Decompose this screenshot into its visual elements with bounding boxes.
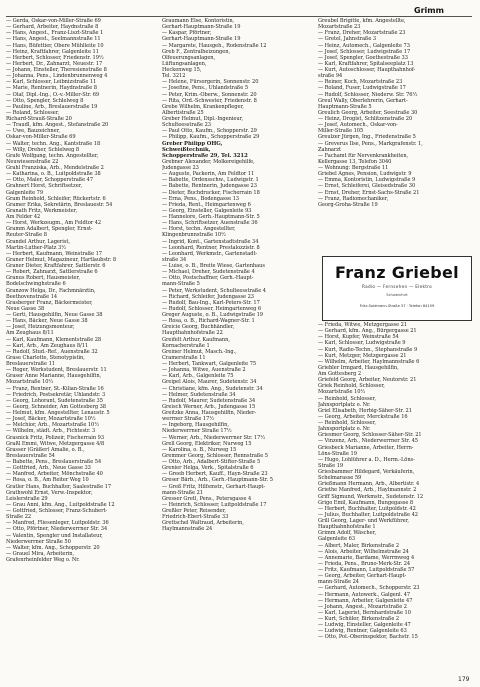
directory-entry: Niederwerrner Straße 17½ [162,428,232,435]
directory-entry: Kellergasse 13, Telefon 3040 [318,158,392,165]
directory-entry: — Georg, Schneider, Am Gottesberg 38 [6,403,106,410]
directory-entry: Grahnert Horst, Schriftsetzer, [6,183,83,190]
directory-entry: — Karl, Schlosser, Leibnizstraße 11 [6,79,97,86]
directory-entry: Graßl Emmi, Witwe, Metzgergasse 4/8 [6,440,105,447]
directory-entry: — Hannelore, Gerh.-Hauptmann-Str. 5 [162,214,260,220]
directory-entry: — Roland, Schlosser, [6,109,60,116]
directory-entry: — Herbert, Buchhalter, Luitpoldstr. 42 [318,505,416,512]
directory-entry: — Greß Fritz, Hilfsmstr., Gerhart-Haupt- [162,483,266,490]
directory-entry: — Luise, o. B., Breite Wiese, Gartenhaus [162,263,265,269]
directory-entry: — Fachamt für Nervenkrankheiten, [318,152,409,159]
directory-entry: Grimm Adolf, Wäscher, [318,530,377,537]
directory-entry: — Hans, Angest., Seelmannstraße 11 [6,36,101,43]
directory-entry: — Rosa, o. B., Richard-Wagner-Str. 1 [162,318,255,325]
directory-entry: — Leonhard, Rentner, Prestalozzistr. 8 [162,244,260,251]
directory-entry: Granus Robert, Hausmeister, [6,275,80,282]
directory-entry: — Albert, Maler, Birkenstraße 2 [318,542,400,549]
directory-entry: — Ernst, Dreher, Ernst-Sachs-Straße 21 [318,189,420,196]
directory-entry: Graner Dieter, Kraftfahrer, Sattlerstr. 6 [6,263,106,269]
directory-entry: — Frieda, Pens., Bruno-Merk-Str. 24 [318,560,411,567]
directory-entry: — Helmut, kfm. Angestellter, Lenaustr. 5 [6,410,110,416]
directory-entry: Greulzer Jürgen, Ing., Friedenstraße 5 [318,134,416,141]
directory-entry: — Manfred, Fliesenleger, Luitpoldstr. 36 [6,520,109,527]
directory-entry: — Roland, Fuser, Ludwigstraße 17 [318,85,406,92]
directory-entry: — Josef, Heizungsmonteur, [6,324,75,331]
directory-entry: — Kurt, Autoschlosser, Haupthahnhof- [318,67,416,73]
directory-entry: Reuter-Straße 8 [6,232,47,239]
directory-entry: Am Zeughaus 8/11 [6,330,54,337]
directory-entry: — Hans, Angest., Franz-Liszt-Straße 1 [6,30,104,37]
directory-entry: — Gottfried, Schlosser, Franz-Schubert- [6,508,108,514]
directory-entry: — Gretel, Jahnstraße 3 [318,36,377,43]
directory-entry: Miller-Straße 105 [318,128,364,135]
directory-entry: — Franz, Rentner, St.-Kilian-Straße 16 [6,385,104,392]
directory-entry: straße 94 [318,73,343,80]
directory-entry: Griebel Agnes, Pension, Ludwigstr. 9 [318,171,412,178]
directory-entry: — Johanna, Witwe, Auenstraße 2 [162,367,246,374]
directory-entry: Grigo Emil, Kaufmann, Bungegasse 8 [318,499,414,506]
directory-entry: — Dieter, Buchdrucker, Fischerrain 18 [162,189,260,196]
directory-entry: — Josef, Schlosser, Ludwigstraße 17 [318,48,411,55]
directory-entry: Griethe Manfred, Arb., Haylmannstr. 2 [318,487,417,494]
directory-entry: werrner Straße 17½ [162,416,215,423]
directory-entry: Gerhart-Hauptmann-Straße 19 [162,24,241,31]
directory-entry: Straße 22 [6,514,32,521]
directory-entry: — Gerti, Hausgehilfin, Neue Gasse 38 [6,312,103,318]
directory-entry: Griebler Irmgard, Hausgehilfin, [318,364,399,371]
column-3-continued [318,322,466,641]
directory-entry: — Georg, Einsteller, Galgenleite 93 [162,207,252,214]
directory-entry: Beethovenstraße 14 [6,293,58,300]
ad-title: Franz Griebel [335,263,459,282]
page-header: Grimm [414,6,444,15]
directory-entry: Greb F., Zentralheizungen, [162,48,231,55]
directory-entry: — Grau Anni, kfm. Ang., Luitpoldstraße 12 [6,501,115,508]
directory-entry: — Josefine, Pens., Uhlandstraße 5 [162,85,249,92]
directory-entry: Graumann Else, Kontoristin, [162,18,235,24]
directory-entry: Galgenleite 63 [318,536,356,543]
directory-entry: — Vinzenz, Arb., Niederwerrner Str. 45 [318,438,418,445]
directory-entry: — Werner, Arb., Niederwerrner Str. 17½ [162,434,266,441]
directory-entry: — Herbert, Schlosser, Friedenstr. 19½ [6,54,104,61]
directory-entry: Grandel Arthur, Lagerist, [6,238,70,245]
directory-entry: Lüftungsanlagen, [162,60,207,67]
directory-entry: — Horst, Werkzeugm., Am Feldtor 42 [6,220,102,227]
directory-entry: — Paul Otto, Kaufm., Schopperstr. 29 [162,128,257,135]
ad-location: Schweinfurt [386,293,408,297]
directory-entry: — Walter, kfm. Ang., Schopperstr. 20 [6,544,100,551]
directory-entry: Kornacherstraße 1 [162,342,210,349]
directory-entry: Greubel Brigitte, kfm. Angestellte, [318,18,406,24]
directory-entry: Richard-Strauß-Straße 20 [6,116,72,122]
directory-entry: Neue Gasse 38 [6,305,45,312]
directory-entry: — Manfred, Arbeiter, Mönchstraße 40 [6,471,103,478]
directory-entry: Gramer Erika, Sekretärin, Breslauestr. 54 [6,201,113,208]
directory-entry: — Heinz, Kraftfahrer, Galgenleite 11 [6,48,99,55]
directory-entry: — Reinhold, Schlosser, [318,420,376,426]
directory-entry: — Franz, Dreher, Mozartstraße 23 [318,30,406,37]
directory-entry: — Georg, Arbeiter, Gerhart-Haupt- [318,573,407,580]
directory-entry: — Karolina, o. B., Nurweg 15 [162,446,237,453]
directory-entry: — Rudolf, Maurer, Sudetenstraße 34 [162,397,256,404]
directory-entry: straße 34 [162,256,187,263]
column-1 [6,18,154,563]
directory-entry: — Uwe, Bauzeichner, [6,128,60,135]
directory-entry: — Frieda, Rent., Heimgartenweg 6 [162,201,251,208]
directory-entry: — Pauline, Arb., Breslauerstraße 19 [6,103,98,110]
directory-entry: Albertistraße 25 [162,109,204,116]
directory-entry: — Karl, Kraftfahrer, Spitalseeplatz 13 [318,60,414,67]
directory-entry: Greger Auguste, o. B., Ludwigstraße 19 [162,312,264,318]
directory-entry: Schulteesstraße 23 [162,122,211,129]
directory-entry: — Gerhard, Arbeiter, Haydnstraße 8 [6,24,99,31]
directory-entry: — Otto, Maler, Schopperstraße 47 [6,177,94,184]
directory-entry: Greitzke Anna, Hausgehilfin, Nieder- [162,410,257,416]
directory-entry: Breslauerstraße 11 [6,361,55,367]
directory-entry: — Wohnung: Bergstraße 11 [318,165,389,171]
directory-entry: Grebner Alexander, Molkereigehilfe, [162,158,255,165]
directory-entry: — Christiane, kfm. Ang., Sudetenstr. 34 [162,385,263,392]
directory-entry: Am Felder 42 [6,214,41,220]
directory-entry: Oskar-von-Miller-Straße 69 [6,134,76,141]
directory-entry: Griefeld Georg, Arbeiter, Neutorstr. 21 [318,377,417,384]
directory-entry: Haupthahnhofstraße 1 [318,524,376,531]
directory-entry: Gresser Gretl, Pens., Petersgasse 4 [162,495,252,502]
directory-entry: — Kurt, Radio-Techn., Stephanstraße 9 [318,346,418,353]
directory-entry: Ölfeuerungsanlagen, [162,54,216,61]
directory-entry: Grenier Helga, Verk., Spitalstraße 6 [162,465,254,472]
directory-entry: — Walter, techn. Ang., Kantstraße 18 [6,140,101,147]
directory-entry: Judengasse 23 [162,165,199,171]
directory-entry: — Babette, Rentnerin, Judengasse 23 [162,183,257,190]
directory-entry: Leislerstraße 29 [6,495,48,502]
directory-entry: Grasnick Fritz, Polizeir, Fischerrain 93 [6,434,105,441]
directory-entry: mann-Straße 24 [318,579,359,586]
directory-entry: — Hans, Bäcker, Neue Gasse 38 [6,318,88,325]
directory-entry: — Katharina, o. B., Luitpoldstraße 38 [6,171,101,178]
header-rule [6,16,472,17]
directory-entry: Klingenbrunnstraße 10½ [162,232,226,239]
directory-entry: Greiner Helmut, Masch.-Ing., [162,348,237,355]
directory-entry: — Margarete, Hausgeh., Rodenstraße 12 [162,42,267,49]
directory-entry: — Fritz, Kaufmann, Luitpoldstraße 57 [318,567,415,573]
directory-entry: — Melchior, Arb., Mozartstraße 10½ [6,422,100,429]
directory-entry: — Alois, Arbeiter, Wilhelmstraße 24 [318,548,409,555]
directory-entry: — Reiner, Koch, Mozartstraße 23 [318,79,403,86]
directory-entry: — Julius, Buchhalter, Luitpoldstraße 42 [318,511,418,518]
directory-entry: Mozartstraße 23 [318,24,361,31]
directory-entry: Griesmer Georg, Schlosser-Säher-Str. 21 [318,432,422,439]
directory-entry: Grell Georg, Elektriker, Nurweg 15 [162,440,252,447]
directory-entry: — Rudolf, Schlosser, Niederw. Str. 76½ [318,91,418,98]
directory-entry: — Rudolf, Stud.-Ref., Auenstraße 32 [6,348,98,355]
directory-entry: Greber Philipp OHG, [162,140,223,147]
directory-entry: Schopperstraße 29, Tel. 3212 [162,152,248,159]
directory-entry: Georg-Groha-Straße 19 [318,201,378,208]
directory-entry: — Gerhard, kfm. Ang., Bürgergasse 21 [318,328,417,335]
directory-entry: Graner Helmut, Magazineur, Hartlaubstr. 8 [6,256,117,263]
directory-entry: — Grauel Mira, Arbeiterin, [6,550,75,557]
ad-subtitle: Radio — Fernsehen — Elektro [362,284,432,289]
directory-entry: Grahl Franziska, Arb., Mendelstraße 2 [6,165,104,171]
directory-entry: Grasser (Gräßer) Amalie, o. B., [6,446,85,453]
directory-entry: — Helene, Fürsorgerin, Sonnenstr. 20 [162,79,259,86]
directory-entry: — Rudolf, Schlosser, Heimgartenweg 6 [162,305,262,312]
directory-entry: Grase Charlotte, Stenotypistin, [6,354,85,361]
directory-entry: — Ludwig, Rentner, Galgenleite 63 [318,628,407,635]
directory-entry: Hauptmann-Straße 5 [318,103,372,110]
directory-entry: Greber Helmut, Dipl.-Ingenieur, [162,116,243,122]
directory-entry: — Hermann, Arbeiter, Galgenleite 47 [318,597,413,604]
directory-entry: — Emma, Kontoristin, Ludwigstraße 9 [318,177,416,184]
ad-address: Fritz-Soldmann-Straße 37 · Telefon 84159 [359,304,435,308]
directory-entry: — Herbert, Kaufmann, Weinstraße 17 [6,250,102,257]
directory-entry: — Otto, Spengler, Schlelweg 8 [6,97,84,104]
directory-entry: mann-Straße 5 [162,281,200,288]
directory-entry: — Georg, Arbeiter, Merckstraße 16 [318,413,408,420]
directory-entry: — Willy, Dreher, Schlelweg 8 [6,146,80,153]
directory-entry: — Frieda, Witwe, Metzgergasse 21 [318,322,408,328]
directory-entry: — Karl, Schlosser, Ludwigstraße 9 [318,340,406,347]
directory-entry: — Johann, Einsteller, Theresienstraße 8 [6,67,107,73]
directory-entry: — Heinrich, Schlosser, Luitpoldstraße 17 [162,501,267,508]
directory-entry: — Michael, Dreher, Sudetenstraße 4 [162,269,255,276]
directory-entry: Grasberger Franz, Bäckermeister, [6,299,93,306]
directory-entry: — Kaspar, Pförtner, [162,30,212,37]
directory-entry: Bodelschwinghstraße 6 [6,281,66,288]
directory-entry: Greipel Alois, Maurer, Sudetenstr. 34 [162,379,257,386]
directory-entry: — Hans, Schriftsetzer, Auenstraße 36 [162,220,258,227]
directory-entry: Heckenweg 15, [162,67,202,73]
directory-entry: Galgenleite 79 [6,189,44,196]
directory-entry: — Ludwig, Einsteller, Galgenleite 47 [318,622,411,629]
directory-entry: — Hugo, Lohlührer a. D., Herm.-Löns- [318,456,415,463]
directory-entry: — Otto, Postschaffner, Gerh.-Haupt- [162,275,254,282]
directory-entry: — Auguste, Packerin, Am Feldtor 11 [162,171,255,178]
directory-entry: — Robert, Zahnarzt, Sattlerstraße 6 [6,269,98,276]
directory-entry: Grafenrheinfelder Weg o. Nr. [6,557,80,563]
directory-entry: — Heinz, Drogist, Schlitzenstraße 20 [318,116,413,122]
directory-entry: — Rita, Ord.-Schwester, Friedenstr. 8 [162,97,257,104]
directory-entry: — Leonhard, Werkmstr., Gartenstadt- [162,250,258,257]
directory-entry: Haupthahnhofstraße 22 [162,330,223,337]
directory-entry: — Josef, Bäcker, Mozartstraße 10½ [6,416,96,423]
directory-entry: — Annemarie, Bardame, Werrmweg 4 [318,554,415,561]
advertisement-box [322,256,472,321]
directory-entry: — Philipp, Kaufm., Schopperstraße 29 [162,134,260,141]
directory-entry: Grill Georg, Lager- und Werkführer, [318,518,410,524]
directory-entry: — Ingrid, Kont., Gartenstadtstraße 34 [162,238,259,245]
directory-entry: Griek Reinhold, Schlosser, [318,383,385,390]
directory-entry: Griesbammer Hildegard, Verkäuferin, [318,469,415,475]
directory-entry: Granath Fritz, Werkmeister, [6,207,78,214]
directory-entry: Friedrich-Ebert-Straße 33 [162,514,229,521]
directory-entry: Straße 19 [318,462,344,469]
directory-entry: Breslauerstraße 54 [6,452,55,459]
directory-entry: Gratler Hans, Buchhalter, Saalestraße 17 [6,483,112,490]
directory-entry: — Wilhelm, städt. Arb., Fichtestr. 3 [6,428,96,435]
directory-entry: — Erna, Pens., Bodengasse 13 [162,195,239,202]
directory-entry: — Ernst, Schleiferei, Gleisedstraße 30 [318,183,416,190]
directory-entry: Granzow Helga, Dr., Fachmnärztin, [6,287,96,294]
directory-entry: Gerhart-Hauptmann-Straße 19 [162,36,241,43]
directory-entry: — Rudolf, Bau-Ing., Karl-Peters-Str. 17 [162,299,260,306]
directory-entry: — Josef, Automech., Oskar-von- [318,122,398,129]
directory-entry: — Rosa, o. B., Am Reiter Weg 10 [6,477,89,484]
directory-entry: — Otto, Pförtner, Niederwerrner Str. 34 [6,526,108,533]
directory-entry: Greßler Peter, Reisender, [162,508,226,514]
directory-entry: — Peter, Werkstudent, Schulteesstraße 4 [162,287,266,294]
directory-entry: Graser Anne Marianne, Hausgehilfin, [6,373,102,380]
directory-entry: — Reinhold, Schlosser, [318,395,376,402]
directory-entry: — Otto, Pol.-Oberinspektor, Bachstr. 15 [318,634,418,641]
directory-entry: Griesbeck Marianne, Arbeiter, Herrn- [318,444,414,451]
directory-entry: Martin-Luther-Platz 3½ [6,244,67,251]
directory-entry: Grießmann Hermann, Arb., Albertistr. 4 [318,481,420,488]
directory-entry: — Marie, Rentnerin, Haydnstraße 8 [6,85,97,92]
directory-entry: — Wilhelm, Arbeiter, Haylmannstraße 6 [318,358,420,365]
directory-entry: — Helmer, Sudetenstraße 34 [162,391,236,398]
directory-entry: Schelmarasse 59 [318,475,362,482]
directory-entry: — Gottfried, Arb., Neue Gasse 33 [6,465,91,472]
directory-entry: — Richard, Schleifer, Judengasse 23 [162,293,254,300]
directory-entry: — Herbert, Dr., Zahnarzt, Neuestr. 17 [6,60,103,67]
directory-entry: — Babette, Pens., Breslauerstraße 54 [6,459,102,465]
directory-entry: — Kurt, Metzger, Metzgergasse 21 [318,352,407,359]
directory-entry: — Hermann, Autowerk., Galgenl. 47 [318,591,411,598]
directory-entry: Tel. 3212 [162,73,186,80]
directory-entry: — Gerhard, Automech., Schopperstr. 23 [318,585,420,592]
directory-entry: — Karl, Lagerist, Bernhardstraße 10 [318,609,411,616]
directory-entry: Mozartstraße 10½ [318,389,366,396]
directory-entry: — Valentin, Spengler und Installateur, [6,532,103,539]
directory-entry: Grathwohl Ernst, Verw.-Inspektor, [6,489,93,496]
directory-entry: Grebe Wilhelm, Krankenpfleger, [162,103,244,110]
directory-entry: — Karl, Arb., Galgenleite 75 [162,373,234,380]
directory-entry: Gram Reinhold, Schleifer, Rückertstr. 6 [6,195,106,202]
directory-entry: — Otto, Arb., Adalbert-Stifter-Straße 5 [162,459,261,465]
directory-entry: Neuwiesenstraße 22 [6,158,59,165]
directory-entry: Grettschel Waltraud, Arbeiterin, [162,520,244,527]
directory-entry: — Babette, Ordensschw., Ludwigstr. 1 [162,177,259,184]
directory-entry: Niederwerrner Straße 50 [6,538,71,545]
directory-entry: Greifelt Arthur, Kaufmann, [162,336,230,343]
directory-entry: Greser Bärb., Arb., Gerh.-Hauptmann-Str. 5 [162,477,273,484]
directory-entry: — Greverus Ilse, Pens., Markgrafenstr. 1, [318,140,423,147]
directory-entry: — Olaf, Dipl.-Ing., O.-v.-Miller-Str. 69 [6,91,100,98]
directory-entry: — Karl, Arb., Am Zeughaus 8/11 [6,342,89,349]
directory-entry: Gramm Adalbert, Spengler, Ernst- [6,226,93,233]
directory-entry: Zahnarzt [318,146,341,153]
directory-entry: — Johann, Angest., Mozartstraße 2 [318,603,407,610]
directory-entry: Jahnsportplatz o. Nr. [318,401,371,408]
directory-entry: — Karl, Kaufmann, Klementstraße 28 [6,336,102,343]
directory-entry: — Gerda, Oskar-von-Miller-Straße 69 [6,18,101,24]
directory-entry: — Georg, Lohorant, Sudetenstraße 35 [6,397,103,404]
directory-entry: Jahnsportplatz o. Nr. [318,426,371,433]
directory-entry: Griel Elisabeth, Herbig-Säher-Str. 21 [318,407,412,414]
directory-entry: Haylmannstraße 24 [162,526,213,533]
directory-entry: Greisch Werner, Arb., Judengasse 15 [162,403,256,410]
directory-entry: — Johanna, Pens., Lindenbrunnenweg 4 [6,73,108,80]
directory-entry: — Horst, techn. Angestellter, [162,226,236,233]
directory-entry: — Roger, Werkstudent, Breslauerstr. 11 [6,367,107,374]
directory-entry: — Kurt, Schüler, Birkenstraße 2 [318,616,400,622]
directory-entry: — Peter, Krim.-Oberw., Sonnenstr. 20 [162,91,257,98]
directory-entry: Mozartstraße 10½ [6,379,54,386]
directory-entry: — Horst, Kupfer, Weinstraße 54 [318,334,399,341]
directory-entry: Löns-Straße 19 [318,450,357,457]
directory-entry: Greulich Georg, Arbeiter, Seestraße 30 [318,109,418,116]
directory-entry: — Ingeborg, Hausgehilfin, [162,422,229,429]
directory-entry: Am Gottesberg 2 [318,371,362,377]
directory-entry: Grafe Wolfgang, techn. Angestellter, [6,152,99,159]
directory-entry: — Josef, Spengler, Goethestraße 33 [318,54,408,61]
directory-entry: Griff Sigmund, Werkmstr., Sudetenstr. 12 [318,493,424,500]
directory-entry: Greul Wally, Oberlehrerin, Gerhart- [318,97,408,104]
directory-entry: Schweißtechnik, [162,146,211,153]
column-3 [318,18,466,208]
directory-entry: — Traudl, kfm. Angest., Stefanstraße 20 [6,122,109,129]
directory-entry: Gremmer Georg, Schlosser, Rennstraße 5 [162,452,268,459]
directory-entry: Cramerstraße 11 [162,354,206,361]
page-number: 179 [458,676,470,683]
directory-entry: mann-Straße 21 [162,489,203,496]
column-2 [162,18,310,533]
directory-entry: — Friedrich, Postsekretär, Uhlandstr. 3 [6,391,106,398]
directory-entry: — Greeb Herbert, Kauff., Hayn-Straße 23 [162,471,268,478]
directory-entry: — Franz, Radiomechaniker, [318,195,389,202]
directory-entry: — Hans, Büfettier, Obere Mühlleite 10 [6,42,104,49]
directory-entry: Greicie Georg, Buchhändler, [162,324,235,331]
directory-entry: — Heinz, Automech., Galgenleite 73 [318,42,410,49]
directory-entry: — Herbert, Tankwart, Galgenleite 75 [162,361,257,367]
